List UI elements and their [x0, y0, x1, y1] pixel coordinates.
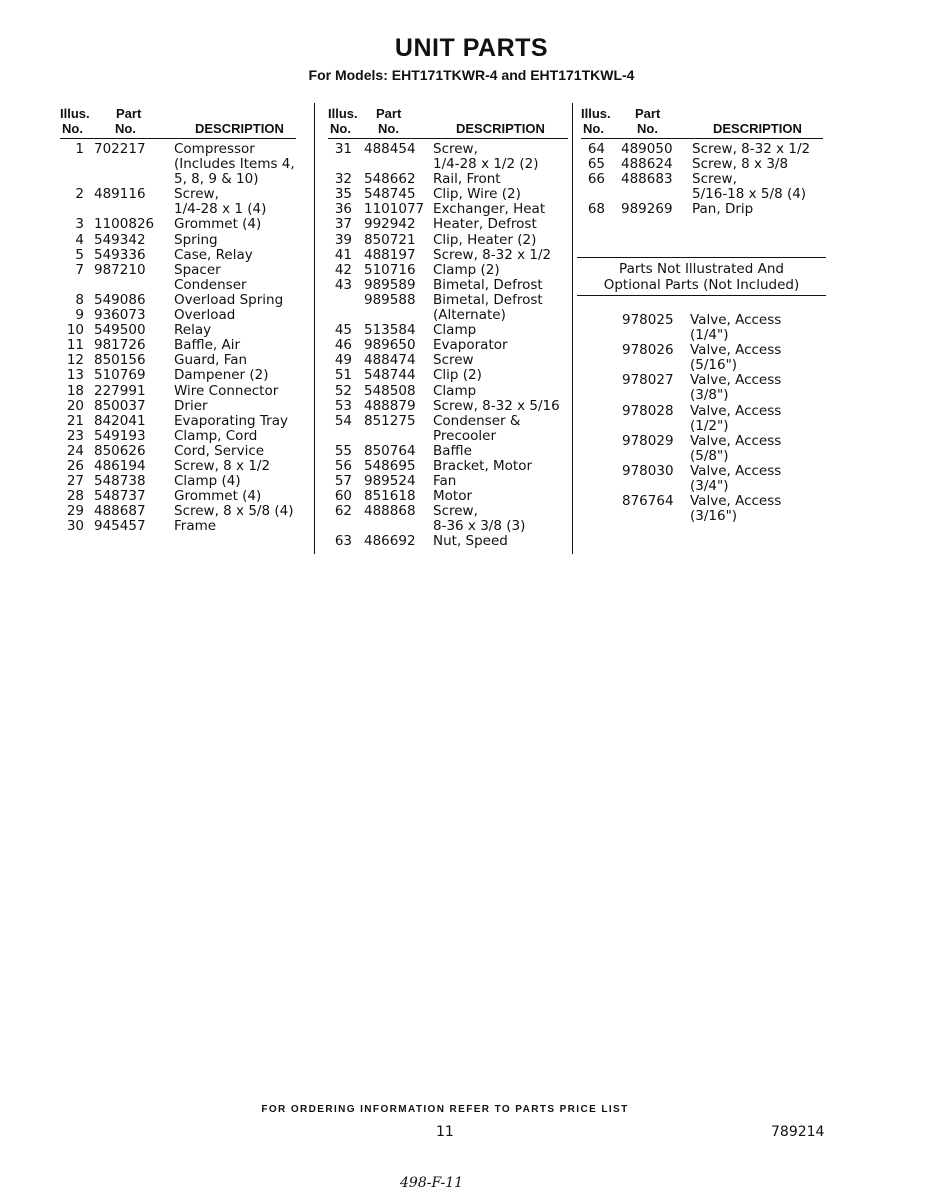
- part-number: 978030: [622, 462, 674, 479]
- part-row: [328, 187, 568, 202]
- part-number: 548738: [94, 473, 146, 490]
- part-number: 489050: [621, 141, 673, 157]
- illus-number: 29: [66, 503, 84, 520]
- part-row: [60, 293, 296, 308]
- illus-number: 13: [66, 367, 84, 384]
- part-description: Dampener (2): [174, 367, 269, 384]
- column-divider: [572, 103, 573, 554]
- part-description: Valve, Access (3/4"): [690, 462, 782, 494]
- illus-number: 64: [587, 141, 605, 157]
- part-row: [60, 489, 296, 504]
- part-no-label: No.: [378, 121, 399, 136]
- part-row: [581, 157, 823, 172]
- column-header: [328, 106, 568, 139]
- part-description: Cord, Service: [174, 442, 265, 459]
- parts-list: [60, 139, 296, 534]
- part-number: 1100826: [94, 216, 155, 233]
- part-row: [328, 444, 568, 459]
- part-no-label: No.: [115, 121, 136, 136]
- illus-number: 1: [75, 141, 84, 157]
- part-number: 850037: [94, 397, 146, 414]
- part-row: [60, 308, 296, 323]
- part-description: Clamp (4): [174, 473, 241, 490]
- part-row: [581, 202, 823, 217]
- part-number: 548662: [364, 171, 416, 188]
- part-number: 978029: [622, 432, 674, 449]
- illus-label: Illus.: [581, 106, 611, 121]
- part-description: Valve, Access (3/8"): [690, 372, 782, 404]
- part-description: Screw, 8 x 5/8 (4): [174, 503, 294, 520]
- illus-number: 43: [334, 276, 352, 293]
- part-number: 989524: [364, 473, 416, 490]
- part-description: Grommet (4): [174, 216, 262, 233]
- illus-label: Illus.: [328, 106, 358, 121]
- parts-list: [581, 139, 823, 217]
- part-description: Screw, 8-32 x 5/16: [433, 397, 560, 414]
- optional-part-row: [578, 343, 826, 373]
- part-description: Evaporator: [433, 337, 508, 354]
- part-row: [328, 504, 568, 534]
- illus-number: 23: [66, 427, 84, 444]
- part-row: [60, 504, 296, 519]
- part-description: Screw: [433, 352, 474, 369]
- part-description: Valve, Access (5/16"): [690, 342, 782, 374]
- part-row: [328, 399, 568, 414]
- part-number: 992942: [364, 216, 416, 233]
- illus-number: 35: [334, 186, 352, 203]
- illus-number: 45: [334, 322, 352, 339]
- part-row: [60, 384, 296, 399]
- part-number: 850626: [94, 442, 146, 459]
- part-number: 978027: [622, 372, 674, 389]
- part-row: [328, 278, 568, 293]
- part-description: Clamp: [433, 322, 477, 339]
- part-description: Clip, Wire (2): [433, 186, 521, 203]
- illus-number: 7: [75, 261, 84, 278]
- part-description: Wire Connector: [174, 382, 279, 399]
- part-number: 548695: [364, 457, 416, 474]
- part-row: [60, 444, 296, 459]
- part-description: Valve, Access (1/2"): [690, 402, 782, 434]
- illus-number: 30: [66, 518, 84, 535]
- document-number: 789214: [771, 1124, 825, 1140]
- part-number: 978028: [622, 402, 674, 419]
- part-number: 850764: [364, 442, 416, 459]
- part-row: [60, 263, 296, 293]
- illus-number: 8: [75, 291, 84, 308]
- part-description: Compressor (Includes Items 4, 5, 8, 9 & 10): [174, 141, 295, 188]
- parts-list: [328, 139, 568, 550]
- part-row: [328, 353, 568, 368]
- part-row: [328, 459, 568, 474]
- illus-number: 27: [66, 473, 84, 490]
- part-row: [328, 263, 568, 278]
- part-description: Overload Spring: [174, 291, 284, 308]
- part-description: Frame: [174, 518, 217, 535]
- optional-part-row: [578, 373, 826, 403]
- illus-number: 21: [66, 412, 84, 429]
- illus-number: 53: [334, 397, 352, 414]
- illus-no-label: No.: [583, 121, 604, 136]
- part-number: 510716: [364, 261, 416, 278]
- part-number: 488683: [621, 171, 673, 188]
- part-number: 850721: [364, 231, 416, 248]
- part-number: 842041: [94, 412, 146, 429]
- part-number: 488879: [364, 397, 416, 414]
- description-label: DESCRIPTION: [195, 121, 284, 136]
- part-number: 978025: [622, 312, 674, 328]
- illus-number: 46: [334, 337, 352, 354]
- part-no-label: No.: [637, 121, 658, 136]
- part-number: 549193: [94, 427, 146, 444]
- column-divider: [314, 103, 315, 554]
- part-description: Clip, Heater (2): [433, 231, 537, 248]
- illus-number: 62: [334, 503, 352, 520]
- part-description: Bimetal, Defrost: [433, 276, 543, 293]
- illus-number: 68: [587, 201, 605, 218]
- part-row: [60, 338, 296, 353]
- part-description: Spring: [174, 231, 218, 248]
- part-description: Pan, Drip: [692, 201, 754, 218]
- models-subtitle: For Models: EHT171TKWR-4 and EHT171TKWL-4: [308, 67, 635, 83]
- part-row: [60, 459, 296, 474]
- part-description: Screw, 5/16-18 x 5/8 (4): [692, 171, 807, 203]
- part-label: Part: [635, 106, 661, 121]
- part-number: 989589: [364, 276, 416, 293]
- part-description: Screw, 8 x 1/2: [174, 457, 271, 474]
- part-row: [60, 233, 296, 248]
- illus-number: 18: [66, 382, 84, 399]
- part-description: Heater, Defrost: [433, 216, 537, 233]
- illus-number: 4: [75, 231, 84, 248]
- part-description: Rail, Front: [433, 171, 501, 188]
- part-number: 549336: [94, 246, 146, 263]
- optional-parts-heading: [577, 257, 826, 296]
- illus-no-label: No.: [330, 121, 351, 136]
- part-row: [60, 399, 296, 414]
- part-description: Nut, Speed: [433, 533, 508, 550]
- part-description: Clip (2): [433, 367, 482, 384]
- illus-number: 66: [587, 171, 605, 188]
- part-row: [60, 519, 296, 534]
- part-row: [328, 323, 568, 338]
- part-description: Spacer Condenser: [174, 261, 247, 293]
- part-row: [60, 217, 296, 232]
- part-row: [328, 338, 568, 353]
- part-description: Drier: [174, 397, 208, 414]
- illus-number: 28: [66, 488, 84, 505]
- illus-number: 26: [66, 457, 84, 474]
- part-number: 548745: [364, 186, 416, 203]
- part-row: [60, 474, 296, 489]
- illus-number: 37: [334, 216, 352, 233]
- part-row: [328, 202, 568, 217]
- part-number: 851275: [364, 412, 416, 429]
- part-number: 981726: [94, 337, 146, 354]
- part-description: Screw, 1/4-28 x 1/2 (2): [433, 141, 539, 173]
- part-number: 488197: [364, 246, 416, 263]
- part-row: [328, 489, 568, 504]
- illus-number: 60: [334, 488, 352, 505]
- optional-parts-list: [578, 313, 826, 524]
- part-description: Baffle: [433, 442, 472, 459]
- part-row: [581, 172, 823, 202]
- illus-number: 5: [75, 246, 84, 263]
- illus-number: 56: [334, 457, 352, 474]
- part-number: 513584: [364, 322, 416, 339]
- part-row: [60, 429, 296, 444]
- part-number: 488868: [364, 503, 416, 520]
- illus-number: 3: [75, 216, 84, 233]
- part-row: [328, 534, 568, 549]
- part-number: 488624: [621, 156, 673, 173]
- illus-number: 42: [334, 261, 352, 278]
- part-row: [60, 414, 296, 429]
- part-label: Part: [116, 106, 142, 121]
- part-number: 486692: [364, 533, 416, 550]
- part-description: Motor: [433, 488, 473, 505]
- part-description: Overload: [174, 307, 236, 324]
- part-description: Screw, 8 x 3/8: [692, 156, 789, 173]
- part-row: [328, 248, 568, 263]
- part-number: 945457: [94, 518, 146, 535]
- part-row: [60, 248, 296, 263]
- part-number: 549342: [94, 231, 146, 248]
- part-description: Valve, Access (3/16"): [690, 493, 782, 525]
- part-row: [328, 172, 568, 187]
- part-row: [60, 323, 296, 338]
- illus-number: 12: [66, 352, 84, 369]
- illus-number: 20: [66, 397, 84, 414]
- part-description: Baffle, Air: [174, 337, 241, 354]
- optional-part-row: [578, 464, 826, 494]
- illus-number: 51: [334, 367, 352, 384]
- illus-number: 32: [334, 171, 352, 188]
- part-number: 989269: [621, 201, 673, 218]
- part-description: Clamp (2): [433, 261, 500, 278]
- part-number: 989650: [364, 337, 416, 354]
- part-description: Evaporating Tray: [174, 412, 288, 429]
- part-row: [328, 414, 568, 444]
- optional-part-row: [578, 434, 826, 464]
- part-row: [328, 293, 568, 323]
- parts-column-2: [328, 106, 568, 550]
- part-number: 548508: [364, 382, 416, 399]
- illus-number: 10: [66, 322, 84, 339]
- part-description: Screw, 8-32 x 1/2: [692, 141, 811, 157]
- ordering-note: FOR ORDERING INFORMATION REFER TO PARTS PRICE LIST: [261, 1104, 629, 1115]
- part-description: Valve, Access (5/8"): [690, 432, 782, 464]
- part-description: Bracket, Motor: [433, 457, 533, 474]
- illus-number: 41: [334, 246, 352, 263]
- part-number: 936073: [94, 307, 146, 324]
- part-number: 488454: [364, 141, 416, 157]
- part-row: [328, 474, 568, 489]
- part-row: [581, 139, 823, 157]
- illus-number: 65: [587, 156, 605, 173]
- part-number: 1101077: [364, 201, 425, 218]
- illus-number: 36: [334, 201, 352, 218]
- illus-number: 55: [334, 442, 352, 459]
- part-row: [328, 139, 568, 172]
- part-description: Case, Relay: [174, 246, 253, 263]
- part-number: 850156: [94, 352, 146, 369]
- part-description: Clamp, Cord: [174, 427, 258, 444]
- part-number: 702217: [94, 141, 146, 157]
- page-title: UNIT PARTS: [394, 34, 549, 62]
- part-number: 486194: [94, 457, 146, 474]
- illus-number: 63: [334, 533, 352, 550]
- part-description: Relay: [174, 322, 212, 339]
- part-description: Guard, Fan: [174, 352, 248, 369]
- part-number: 510769: [94, 367, 146, 384]
- page-number: 11: [436, 1124, 454, 1140]
- part-number: 488687: [94, 503, 146, 520]
- part-row: [60, 139, 296, 187]
- part-number: 548744: [364, 367, 416, 384]
- parts-column-1: [60, 106, 296, 534]
- illus-number: 57: [334, 473, 352, 490]
- illus-number: 54: [334, 412, 352, 429]
- handwritten-note: 498-F-11: [400, 1175, 464, 1191]
- part-description: Grommet (4): [174, 488, 262, 505]
- description-label: DESCRIPTION: [456, 121, 545, 136]
- part-description: Valve, Access (1/4"): [690, 312, 782, 343]
- description-label: DESCRIPTION: [713, 121, 802, 136]
- optional-part-row: [578, 404, 826, 434]
- part-number: 488474: [364, 352, 416, 369]
- illus-no-label: No.: [62, 121, 83, 136]
- part-description: Bimetal, Defrost (Alternate): [433, 291, 543, 324]
- optional-heading-line: Optional Parts (Not Included): [603, 276, 800, 293]
- illus-number: 39: [334, 231, 352, 248]
- part-row: [60, 368, 296, 383]
- illus-label: Illus.: [60, 106, 90, 121]
- illus-number: 24: [66, 442, 84, 459]
- illus-number: 31: [334, 141, 352, 157]
- part-row: [328, 217, 568, 232]
- part-number: 851618: [364, 488, 416, 505]
- illus-number: 9: [75, 307, 84, 324]
- part-number: 548737: [94, 488, 146, 505]
- part-row: [60, 353, 296, 368]
- part-number: 549086: [94, 291, 146, 308]
- parts-column-3: [581, 106, 823, 217]
- part-number: 489116: [94, 186, 146, 203]
- optional-part-row: [578, 313, 826, 343]
- part-description: Condenser & Precooler: [433, 412, 521, 444]
- illus-number: 52: [334, 382, 352, 399]
- part-row: [328, 384, 568, 399]
- part-row: [60, 187, 296, 217]
- part-description: Fan: [433, 473, 457, 490]
- part-description: Clamp: [433, 382, 477, 399]
- part-number: 876764: [622, 493, 674, 510]
- illus-number: 11: [66, 337, 84, 354]
- optional-heading-line: Parts Not Illustrated And: [619, 261, 784, 277]
- part-number: 989588: [364, 291, 416, 308]
- part-number: 549500: [94, 322, 146, 339]
- illus-number: 49: [334, 352, 352, 369]
- part-row: [328, 233, 568, 248]
- part-number: 987210: [94, 261, 146, 278]
- column-header: [581, 106, 823, 139]
- illus-number: 2: [75, 186, 84, 203]
- part-number: 227991: [94, 382, 146, 399]
- part-row: [328, 368, 568, 383]
- part-description: Screw, 8-36 x 3/8 (3): [433, 503, 526, 535]
- optional-part-row: [578, 494, 826, 524]
- part-description: Screw, 8-32 x 1/2: [433, 246, 552, 263]
- part-description: Exchanger, Heat: [433, 201, 546, 218]
- column-header: [60, 106, 296, 139]
- part-label: Part: [376, 106, 402, 121]
- part-number: 978026: [622, 342, 674, 359]
- part-description: Screw, 1/4-28 x 1 (4): [174, 186, 267, 218]
